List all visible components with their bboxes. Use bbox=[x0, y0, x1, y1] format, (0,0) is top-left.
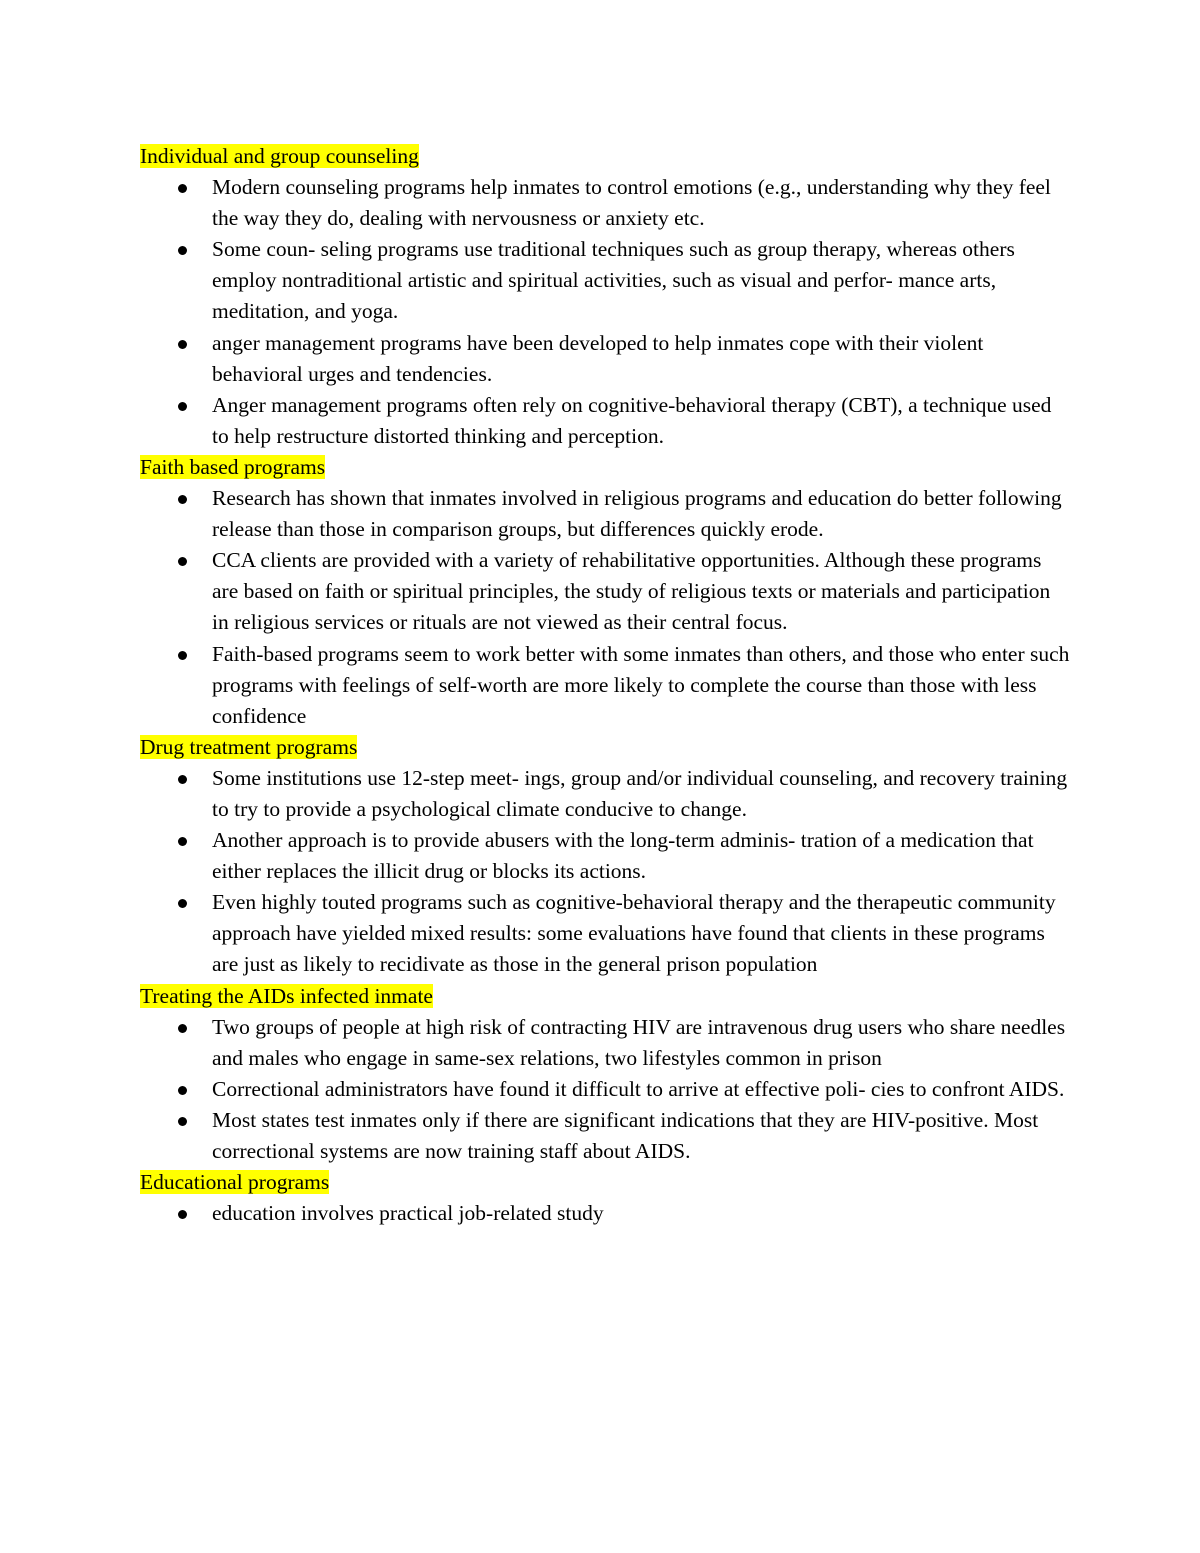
list-item bbox=[212, 483, 1070, 545]
section-heading bbox=[140, 141, 1070, 172]
list-item bbox=[212, 763, 1070, 825]
bullet-icon bbox=[178, 402, 187, 411]
bullet-list bbox=[140, 763, 1070, 981]
bullet-icon bbox=[178, 184, 187, 193]
list-item bbox=[212, 328, 1070, 390]
section-treating-aids-infected-inmate bbox=[140, 981, 1070, 1168]
list-item-text: CCA clients are provided with a variety of rehabilitative opportunities. Although these programs are based on faith or spiritual principles, the study of religious texts or materials and participation in religious services or rituals are not viewed as their central focus. bbox=[212, 548, 1051, 635]
bullet-icon bbox=[178, 775, 187, 784]
highlighted-heading-text: Educational programs bbox=[140, 1170, 330, 1195]
section-drug-treatment-programs bbox=[140, 732, 1070, 981]
bullet-icon bbox=[178, 495, 187, 504]
bullet-icon bbox=[178, 1086, 187, 1095]
section-individual-group-counseling bbox=[140, 141, 1070, 452]
list-item-text: Most states test inmates only if there are significant indications that they are HIV-positive. Most correctional systems are now training staff about AIDS. bbox=[212, 1107, 1039, 1163]
list-item bbox=[212, 234, 1070, 327]
bullet-icon bbox=[178, 651, 187, 660]
section-heading bbox=[140, 732, 1070, 763]
list-item-text: Faith-based programs seem to work better with some inmates than others, and those who enter such programs with feelings of self-worth are more likely to complete the course than those with less confidence bbox=[212, 641, 1070, 728]
list-item bbox=[212, 1105, 1070, 1167]
highlighted-heading-text: Treating the AIDs infected inmate bbox=[140, 983, 433, 1008]
bullet-list bbox=[140, 172, 1070, 452]
document-body bbox=[140, 141, 1070, 1229]
list-item bbox=[212, 1198, 1070, 1229]
list-item bbox=[212, 1074, 1070, 1105]
bullet-icon bbox=[178, 899, 187, 908]
list-item-text: Two groups of people at high risk of contracting HIV are intravenous drug users who share needles and males who engage in same-sex relations, two lifestyles common in prison bbox=[212, 1014, 1066, 1070]
bullet-list bbox=[140, 1198, 1070, 1229]
list-item bbox=[212, 1012, 1070, 1074]
list-item bbox=[212, 887, 1070, 980]
list-item bbox=[212, 390, 1070, 452]
list-item-text: Another approach is to provide abusers with the long-term adminis- tration of a medication that either replaces the illicit drug or blocks its actions. bbox=[212, 828, 1034, 884]
bullet-icon bbox=[178, 837, 187, 846]
bullet-icon bbox=[178, 1024, 187, 1033]
section-heading bbox=[140, 452, 1070, 483]
list-item-text: Anger management programs often rely on cognitive-behavioral therapy (CBT), a technique used to help restructure distorted thinking and perception. bbox=[212, 392, 1052, 448]
list-item bbox=[212, 172, 1070, 234]
list-item bbox=[212, 825, 1070, 887]
list-item-text: anger management programs have been developed to help inmates cope with their violent behavioral urges and tendencies. bbox=[212, 330, 984, 386]
list-item-text: Modern counseling programs help inmates to control emotions (e.g., understanding why they feel the way they do, dealing with nervousness or anxiety etc. bbox=[212, 175, 1051, 231]
highlighted-heading-text: Individual and group counseling bbox=[140, 144, 419, 168]
list-item-text: Even highly touted programs such as cognitive-behavioral therapy and the therapeutic community approach have yielded mixed results: some evaluations have found that clients in these programs are just as likely to recidivate as those in the general prison population bbox=[212, 890, 1056, 977]
bullet-list bbox=[140, 1012, 1070, 1167]
list-item-text: education involves practical job-related study bbox=[212, 1201, 604, 1226]
bullet-icon bbox=[178, 340, 187, 349]
list-item-text: Some institutions use 12-step meet- ings, group and/or individual counseling, and recovery training to try to provide a psychological climate conducive to change. bbox=[212, 765, 1068, 821]
bullet-list bbox=[140, 483, 1070, 732]
bullet-icon bbox=[178, 246, 187, 255]
highlighted-heading-text: Drug treatment programs bbox=[140, 734, 358, 759]
section-heading bbox=[140, 1167, 1070, 1198]
section-faith-based-programs bbox=[140, 452, 1070, 732]
bullet-icon bbox=[178, 1210, 187, 1219]
list-item bbox=[212, 545, 1070, 638]
section-heading bbox=[140, 981, 1070, 1012]
list-item-text: Some coun- seling programs use traditional techniques such as group therapy, whereas others employ nontraditional artistic and spiritual activities, such as visual and perfor- mance arts, meditation, and yoga. bbox=[212, 237, 1015, 324]
list-item-text: Research has shown that inmates involved in religious programs and education do better following release than those in comparison groups, but differences quickly erode. bbox=[212, 486, 1062, 542]
highlighted-heading-text: Faith based programs bbox=[140, 454, 326, 479]
list-item-text: Correctional administrators have found it difficult to arrive at effective poli- cies to confront AIDS. bbox=[212, 1076, 1065, 1101]
section-educational-programs bbox=[140, 1167, 1070, 1229]
list-item bbox=[212, 639, 1070, 732]
bullet-icon bbox=[178, 557, 187, 566]
bullet-icon bbox=[178, 1117, 187, 1126]
